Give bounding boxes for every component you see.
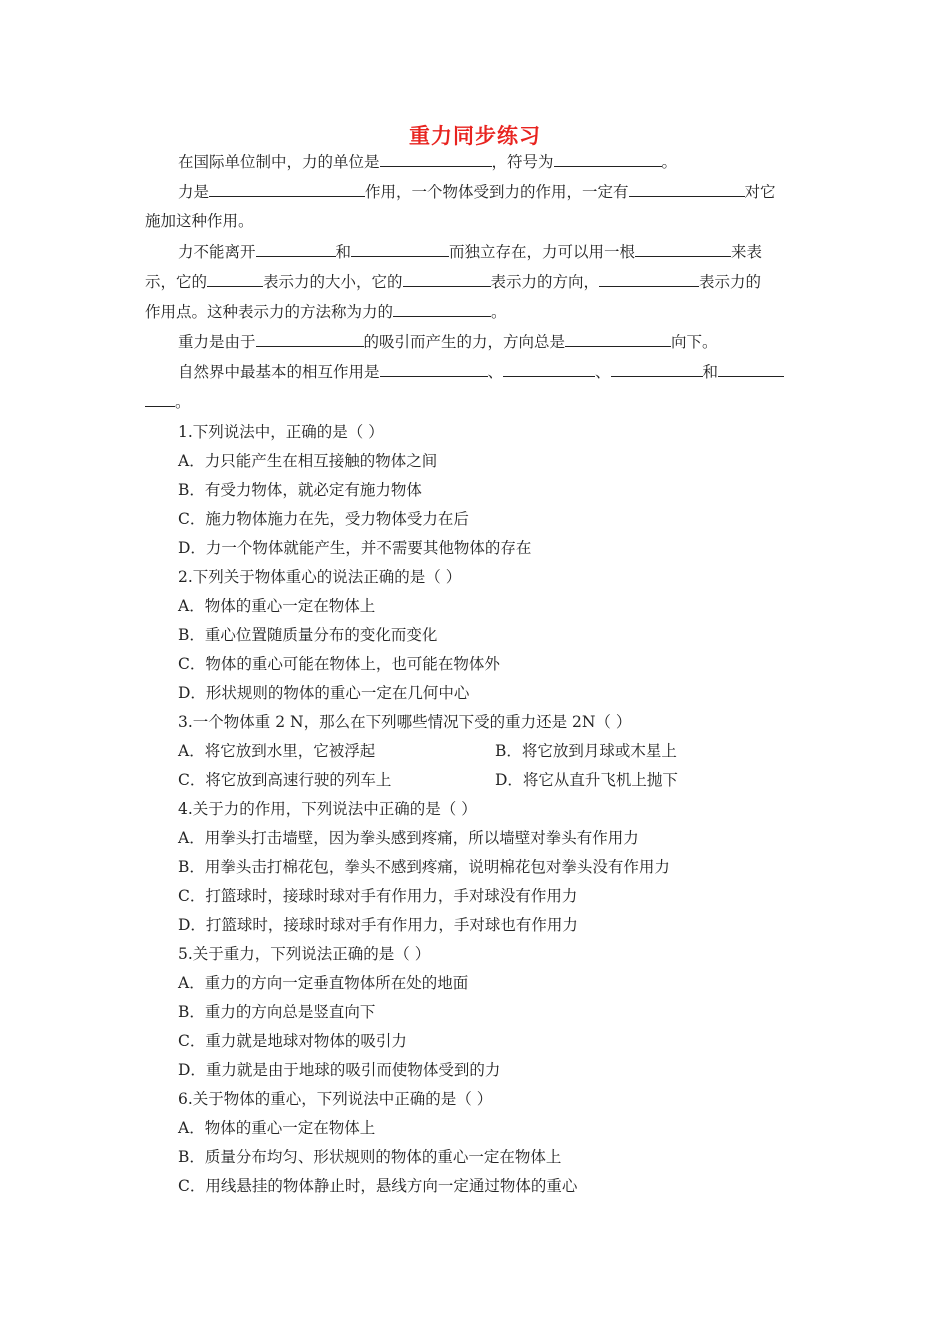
blank bbox=[403, 272, 491, 287]
blank bbox=[207, 272, 263, 287]
text: 。 bbox=[491, 303, 507, 321]
blank bbox=[611, 362, 703, 377]
question-6-option-b: B．质量分布均匀、形状规则的物体的重心一定在物体上 bbox=[178, 1148, 562, 1166]
fill-in-line-2 bbox=[178, 182, 776, 202]
blank bbox=[380, 362, 488, 377]
question-5-option-a: A．重力的方向一定垂直物体所在处的地面 bbox=[178, 974, 469, 992]
fill-in-line-5 bbox=[145, 272, 761, 292]
question-1-option-d: D．力一个物体就能产生，并不需要其他物体的存在 bbox=[178, 539, 532, 557]
question-4-option-a: A．用拳头打击墙壁，因为拳头感到疼痛，所以墙壁对拳头有作用力 bbox=[178, 829, 639, 847]
question-4-option-d: D．打篮球时，接球时球对手有作用力，手对球也有作用力 bbox=[178, 916, 578, 934]
question-3-stem: 3.一个物体重 2 N，那么在下列哪些情况下受的重力还是 2N（ ） bbox=[178, 713, 632, 731]
blank bbox=[145, 392, 175, 407]
question-2-stem: 2.下列关于物体重心的说法正确的是（ ） bbox=[178, 568, 462, 586]
fill-in-line-6 bbox=[145, 302, 507, 322]
blank bbox=[565, 332, 671, 347]
text: 。 bbox=[175, 393, 191, 411]
question-2-option-a: A．物体的重心一定在物体上 bbox=[178, 597, 376, 615]
question-1-option-b: B．有受力物体，就必定有施力物体 bbox=[178, 481, 422, 499]
text: 和 bbox=[702, 363, 719, 381]
blank bbox=[351, 242, 449, 257]
blank bbox=[554, 152, 662, 167]
question-3-option-d: D．将它从直升飞机上抛下 bbox=[495, 771, 678, 789]
text: 表示力的方向， bbox=[490, 273, 600, 291]
text: 作用点。这种表示力的方法称为力的 bbox=[145, 303, 394, 321]
text: 对它 bbox=[744, 183, 776, 201]
fill-in-line-9 bbox=[145, 392, 191, 412]
question-2-option-b: B．重心位置随质量分布的变化而变化 bbox=[178, 626, 438, 644]
text: 来表 bbox=[731, 243, 763, 261]
text: 在国际单位制中，力的单位是 bbox=[178, 153, 380, 171]
text: 而独立存在，力可以用一根 bbox=[449, 243, 636, 261]
text: 、 bbox=[595, 363, 611, 381]
text: ，符号为 bbox=[491, 153, 554, 171]
fill-in-line-1 bbox=[178, 152, 677, 172]
blank bbox=[393, 302, 491, 317]
question-4-option-c: C．打篮球时，接球时球对手有作用力，手对球没有作用力 bbox=[178, 887, 578, 905]
text: 向下。 bbox=[671, 333, 718, 351]
text: 力是 bbox=[178, 183, 210, 201]
text: 表示力的大小，它的 bbox=[263, 273, 403, 291]
question-1-option-a: A．力只能产生在相互接触的物体之间 bbox=[178, 452, 438, 470]
text: 。 bbox=[661, 153, 678, 171]
blank bbox=[599, 272, 699, 287]
blank bbox=[718, 362, 784, 377]
text: 、 bbox=[487, 363, 504, 381]
text: 示，它的 bbox=[145, 273, 208, 291]
text: 重力是由于 bbox=[178, 333, 256, 351]
question-5-stem: 5.关于重力，下列说法正确的是（ ） bbox=[178, 945, 431, 963]
text: 作用，一个物体受到力的作用，一定有 bbox=[365, 183, 629, 201]
blank bbox=[380, 152, 492, 167]
question-3-option-c: C．将它放到高速行驶的列车上 bbox=[178, 771, 392, 789]
question-6-option-c: C．用线悬挂的物体静止时，悬线方向一定通过物体的重心 bbox=[178, 1177, 578, 1195]
fill-in-line-8 bbox=[178, 362, 784, 382]
fill-in-line-3: 施加这种作用。 bbox=[145, 212, 254, 230]
question-1-stem: 1.下列说法中，正确的是（ ） bbox=[178, 423, 384, 441]
question-6-option-a: A．物体的重心一定在物体上 bbox=[178, 1119, 376, 1137]
question-3-option-b: B．将它放到月球或木星上 bbox=[495, 742, 677, 760]
fill-in-line-7 bbox=[178, 332, 718, 352]
blank bbox=[256, 242, 336, 257]
text: 力不能离开 bbox=[178, 243, 256, 261]
blank bbox=[635, 242, 731, 257]
question-4-stem: 4.关于力的作用，下列说法中正确的是（ ） bbox=[178, 800, 477, 818]
blank bbox=[209, 182, 365, 197]
text: 和 bbox=[335, 243, 352, 261]
question-3-option-a: A．将它放到水里，它被浮起 bbox=[178, 742, 376, 760]
question-4-option-b: B．用拳头击打棉花包，拳头不感到疼痛，说明棉花包对拳头没有作用力 bbox=[178, 858, 670, 876]
page-title: 重力同步练习 bbox=[409, 124, 541, 148]
fill-in-line-4 bbox=[178, 242, 762, 262]
blank bbox=[629, 182, 745, 197]
blank bbox=[503, 362, 595, 377]
text: 表示力的 bbox=[699, 273, 762, 291]
question-5-option-b: B．重力的方向总是竖直向下 bbox=[178, 1003, 376, 1021]
text: 的吸引而产生的力，方向总是 bbox=[363, 333, 566, 351]
question-5-option-c: C．重力就是地球对物体的吸引力 bbox=[178, 1032, 407, 1050]
text: 自然界中最基本的相互作用是 bbox=[178, 363, 380, 381]
question-2-option-c: C．物体的重心可能在物体上，也可能在物体外 bbox=[178, 655, 500, 673]
blank bbox=[256, 332, 364, 347]
question-6-stem: 6.关于物体的重心，下列说法中正确的是（ ） bbox=[178, 1090, 493, 1108]
question-1-option-c: C．施力物体施力在先，受力物体受力在后 bbox=[178, 510, 469, 528]
question-2-option-d: D．形状规则的物体的重心一定在几何中心 bbox=[178, 684, 470, 702]
question-5-option-d: D．重力就是由于地球的吸引而使物体受到的力 bbox=[178, 1061, 501, 1079]
